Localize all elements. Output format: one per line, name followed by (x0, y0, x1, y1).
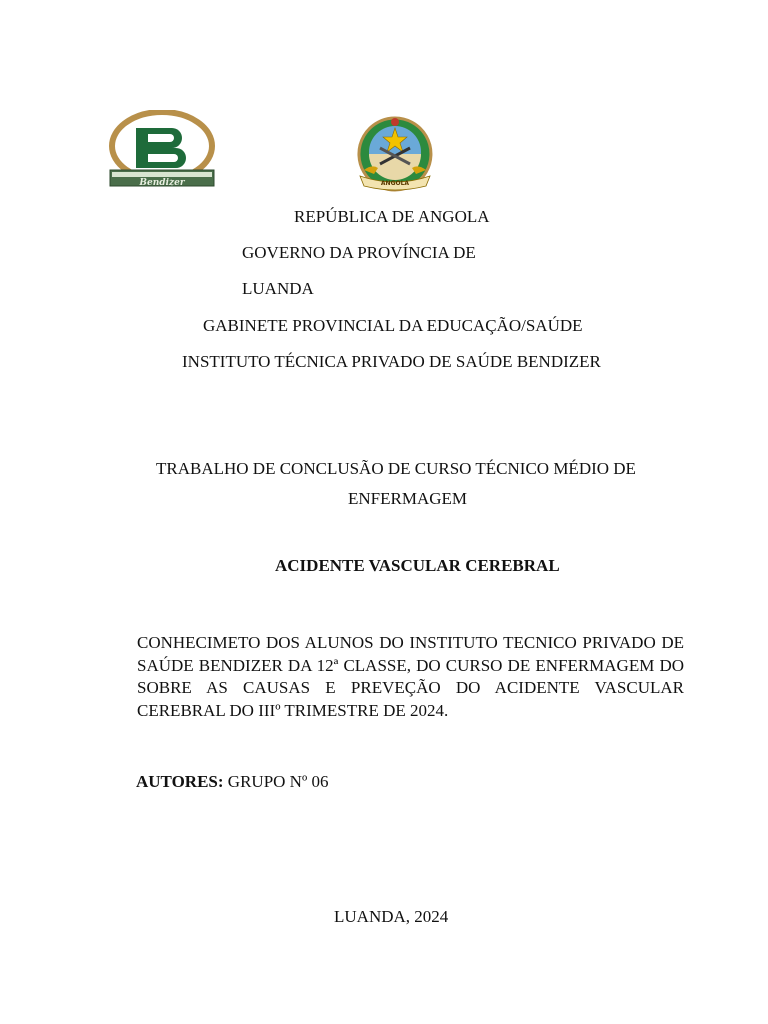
footer-place-date: LUANDA, 2024 (334, 907, 449, 926)
header-republic: REPÚBLICA DE ANGOLA (294, 207, 490, 226)
header-institute: INSTITUTO TÉCNICA PRIVADO DE SAÚDE BENDIZER (182, 352, 601, 371)
course-line-1: TRABALHO DE CONCLUSÃO DE CURSO TÉCNICO MÉDIO DE (156, 459, 636, 478)
svg-text:ANGOLA: ANGOLA (380, 180, 410, 187)
header-cabinet: GABINETE PROVINCIAL DA EDUCAÇÃO/SAÚDE (203, 316, 583, 335)
header-province: LUANDA (242, 279, 314, 298)
abstract-paragraph: CONHECIMETO DOS ALUNOS DO INSTITUTO TECNICO PRIVADO DE SAÚDE BENDIZER DA 12ª CLASSE, DO CURSO DE ENFERMAGEM DO SOBRE AS CAUSAS E PREVEÇÃO DO ACIDENTE VASCULAR CEREBRAL DO IIIº TRIMESTRE DE 2024. (137, 633, 684, 720)
document-title: ACIDENTE VASCULAR CEREBRAL (275, 556, 560, 575)
angola-emblem (350, 114, 440, 192)
course-line-2: ENFERMAGEM (348, 489, 468, 508)
header-government: GOVERNO DA PROVÍNCIA DE (242, 243, 476, 262)
svg-text:Bendizer: Bendizer (139, 178, 185, 188)
authors-label: AUTORES: (136, 772, 224, 791)
authors-line (136, 772, 328, 792)
school-logo (108, 110, 216, 190)
authors-value: GRUPO Nº 06 (223, 772, 329, 791)
